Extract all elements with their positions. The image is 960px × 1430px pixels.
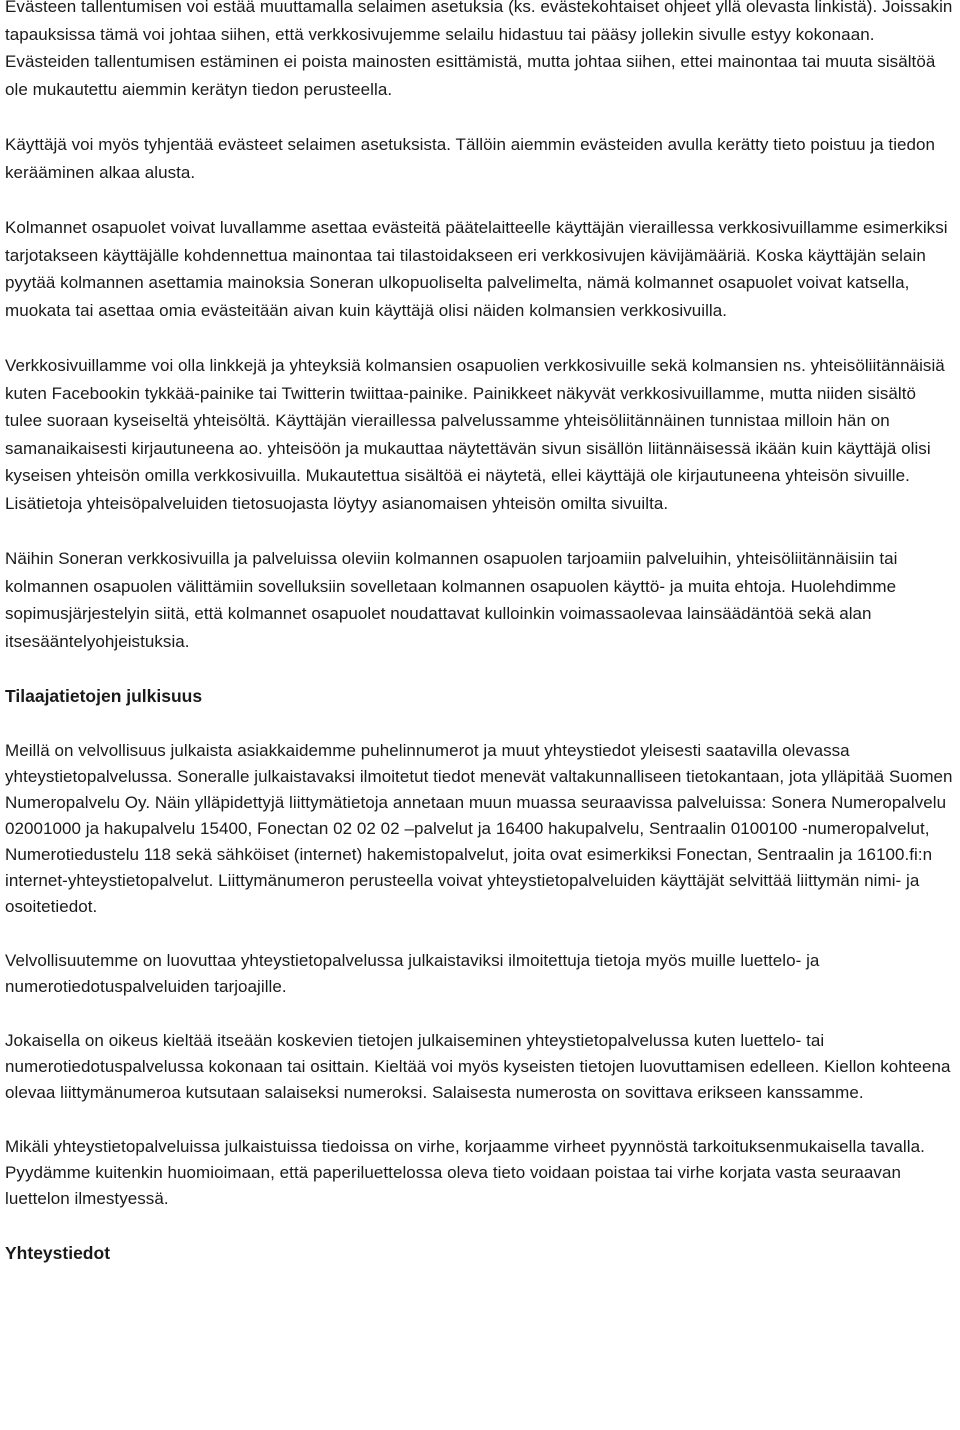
paragraph-cookie-blocking: Evästeen tallentumisen voi estää muuttamalla selaimen asetuksia (ks. evästekohtaiset ohjeet yllä olevasta linkistä). Joissakin tapauksissa tämä voi johtaa siihen, että verkkosivujemme selailu hidastuu tai pääsy jollekin sivulle estyy kokonaan. Evästeiden tallentumisen estäminen ei poista mainosten esittämistä, mutta johtaa siihen, ettei mainontaa tai muuta sisältöä ole mukautettu aiemmin kerätyn tiedon perusteella. bbox=[5, 0, 953, 99]
paragraph-disclosure-obligation: Velvollisuutemme on luovuttaa yhteystietopalvelussa julkaistaviksi ilmoitettuja tietoja myös muille luettelo- ja numerotiedotuspalveluiden tarjoajille. bbox=[5, 951, 820, 996]
paragraph-directory-obligation: Meillä on velvollisuus julkaista asiakkaidemme puhelinnumerot ja muut yhteystiedot yleisesti saatavilla olevassa yhteystietopalvelussa. Soneralle julkaistavaksi ilmoitetut tiedot menevät valtakunnalliseen tietokantaan, jota ylläpitää Suomen Numeropalvelu Oy. Näin ylläpidettyjä liittymätietoja annetaan muun muassa seuraavissa palveluissa: Sonera Numeropalvelu 02001000 ja hakupalvelu 15400, Fonectan 02 02 02 –palvelut ja 16400 hakupalvelu, Sentraalin 0100100 -numeropalvelut, Numerotiedustelu 118 sekä sähköiset (internet) hakemistopalvelut, joita ovat esimerkiksi Fonectan, Sentraalin ja 16100.fi:n internet-yhteystietopalvelut. Liittymänumeron perusteella voivat yhteystietopalveluiden käyttäjät selvittää liittymän nimi- ja osoitetiedot. bbox=[5, 741, 953, 916]
paragraph-error-correction: Mikäli yhteystietopalveluissa julkaistuissa tiedoissa on virhe, korjaamme virheet pyynnöstä tarkoituksenmukaisella tavalla. Pyydämme kuitenkin huomioimaan, että paperiluettelossa oleva tieto voidaan poistaa tai virhe korjata vasta seuraavan luettelon ilmestyessä. bbox=[5, 1137, 925, 1208]
paragraph-social-plugins: Verkkosivuillamme voi olla linkkejä ja yhteyksiä kolmansien osapuolien verkkosivuille sekä kolmansien ns. yhteisöliitännäisiä kuten Facebookin tykkää-painike tai Twitterin twiittaa-painike. Painikkeet näkyvät verkkosivuillamme, mutta niiden sisältö tulee suoraan kyseiseltä yhteisöltä. Käyttäjän vieraillessa palvelussamme yhteisöliitännäinen tunnistaa milloin hän on samanaikaisesti kirjautuneena ao. yhteisöön ja mukauttaa näytettävän sivun sisällön liitännäisessä ikään kuin käyttäjä olisi kyseisen yhteisön omilla verkkosivuilla. Mukautettua sisältöä ei näytetä, ellei käyttäjä ole kirjautuneena yhteisön sivuille. Lisätietoja yhteisöpalveluiden tietosuojasta löytyy asianomaisen yhteisön omilta sivuilta. bbox=[5, 356, 945, 513]
paragraph-third-party-terms: Näihin Soneran verkkosivuilla ja palveluissa oleviin kolmannen osapuolen tarjoamiin palveluihin, yhteisöliitännäisiin tai kolmannen osapuolen välittämiin sovelluksiin sovelletaan kolmannen osapuolen käyttö- ja muita ehtoja. Huolehdimme sopimusjärjestelyin siitä, että kolmannet osapuolet noudattavat kulloinkin voimassaolevaa lainsäädäntöä sekä alan itsesääntelyohjeistuksia. bbox=[5, 549, 898, 651]
heading-contact-info: Yhteystiedot bbox=[5, 1243, 111, 1263]
paragraph-third-party-cookies: Kolmannet osapuolet voivat luvallamme asettaa evästeitä päätelaitteelle käyttäjän vieraillessa verkkosivuillamme esimerkiksi tarjotakseen käyttäjälle kohdennettua mainontaa tai tilastoidakseen eri verkkosivujen kävijämääriä. Koska käyttäjän selain pyytää kolmannen asettamia mainoksia Soneran ulkopuoliselta palvelimelta, nämä kolmannet osapuolet voivat katsella, muokata tai asettaa omia evästeitään aivan kuin käyttäjä olisi näiden kolmansien verkkosivuilla. bbox=[5, 218, 948, 320]
paragraph-right-to-deny: Jokaisella on oikeus kieltää itseään koskevien tietojen julkaiseminen yhteystietopalvelussa kuten luettelo- tai numerotiedotuspalvelussa kokonaan tai osittain. Kieltää voi myös kyseisten tietojen luovuttamisen edelleen. Kiellon kohteena olevaa liittymänumeroa kutsutaan salaiseksi numeroksi. Salaisesta numerosta on sovittava erikseen kanssamme. bbox=[5, 1031, 951, 1102]
heading-subscriber-info-publicity: Tilaajatietojen julkisuus bbox=[5, 686, 203, 706]
paragraph-clear-cookies: Käyttäjä voi myös tyhjentää evästeet selaimen asetuksista. Tällöin aiemmin evästeiden avulla kerätty tieto poistuu ja tiedon kerääminen alkaa alusta. bbox=[5, 135, 936, 182]
document-page bbox=[5, 0, 955, 1295]
